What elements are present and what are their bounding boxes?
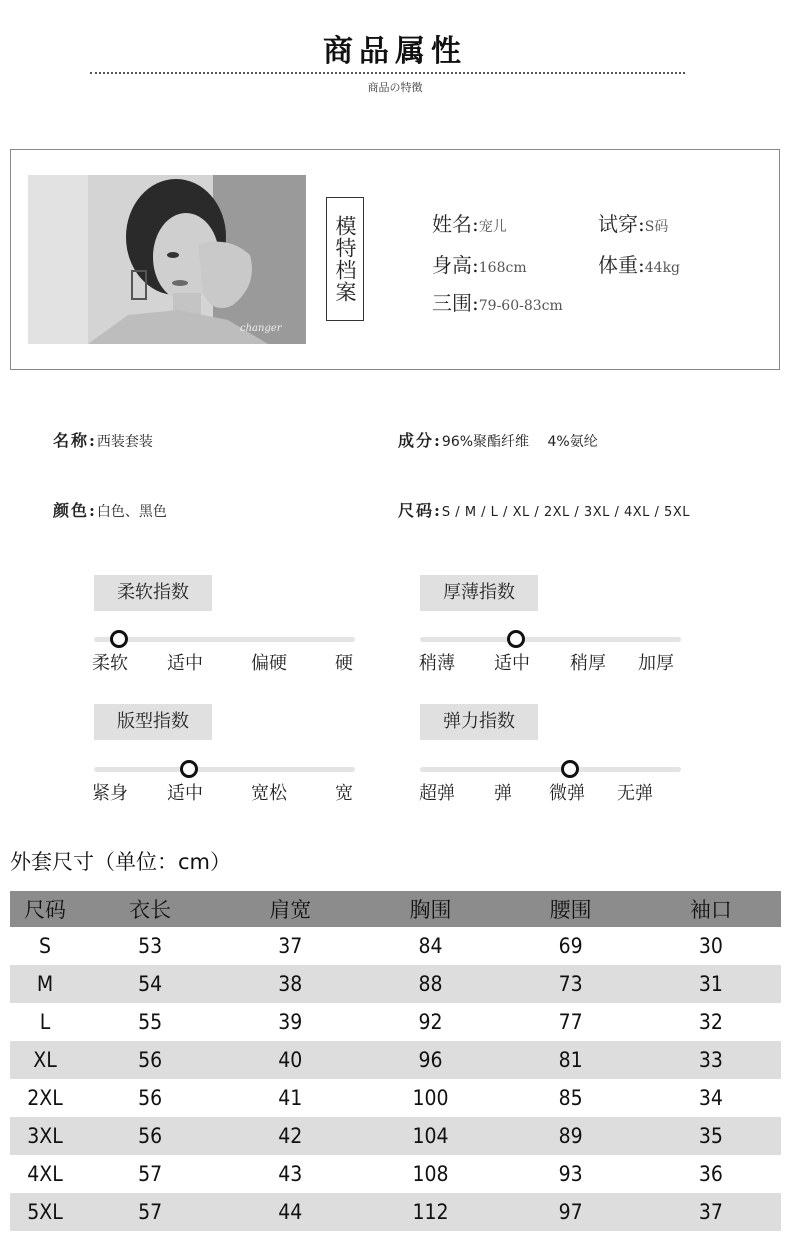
table-row xyxy=(10,927,781,965)
thickness-index-track[interactable] xyxy=(420,637,681,642)
table-row xyxy=(10,1117,781,1155)
elasticity-index-title: 弹力指数 xyxy=(420,704,538,740)
model-height-row xyxy=(432,249,527,278)
softness-index-track[interactable] xyxy=(94,637,355,642)
attr-name xyxy=(53,428,153,451)
table-cell: 73 xyxy=(501,965,641,1003)
model-measurements-key: 三围: xyxy=(432,291,479,315)
model-weight-key: 体重: xyxy=(598,253,645,277)
size-chart-table xyxy=(10,891,781,1231)
model-profile-label-text: 模特档案 xyxy=(333,215,357,303)
fit-tick-2: 宽松 xyxy=(251,783,287,804)
size-chart-header: 胸围 xyxy=(360,891,500,927)
size-chart-header: 袖口 xyxy=(641,891,781,927)
table-cell: 33 xyxy=(641,1041,781,1079)
table-cell: 37 xyxy=(641,1193,781,1231)
table-cell: 30 xyxy=(698,934,723,958)
attr-color-key: 颜色: xyxy=(53,501,97,520)
title-divider xyxy=(90,72,685,74)
table-cell: 56 xyxy=(80,1117,220,1155)
table-row xyxy=(10,1079,781,1117)
table-cell: S xyxy=(39,934,51,958)
page-title: 商品属性 xyxy=(323,34,467,69)
table-row xyxy=(10,1041,781,1079)
table-cell: 92 xyxy=(418,1010,443,1034)
elasticity-index-knob[interactable] xyxy=(561,760,579,778)
fit-index-knob[interactable] xyxy=(180,760,198,778)
fit-tick-0: 紧身 xyxy=(92,783,128,804)
model-size-row xyxy=(598,208,668,237)
table-cell: 32 xyxy=(698,1010,723,1034)
table-cell: 57 xyxy=(80,1193,220,1231)
table-cell: 35 xyxy=(641,1117,781,1155)
model-name-value: 宠儿 xyxy=(478,219,507,235)
table-cell: 4XL xyxy=(27,1162,63,1186)
table-row xyxy=(10,1003,781,1041)
model-size-value: S码 xyxy=(644,219,669,235)
table-cell: 69 xyxy=(558,934,583,958)
table-cell: 39 xyxy=(278,1010,303,1034)
table-cell: 84 xyxy=(418,934,443,958)
table-cell: 57 xyxy=(138,1162,163,1186)
model-weight-row xyxy=(598,249,680,278)
elasticity-tick-2: 微弹 xyxy=(549,783,585,804)
table-cell: 108 xyxy=(412,1162,449,1186)
table-cell: 36 xyxy=(698,1162,723,1186)
fit-index-track[interactable] xyxy=(94,767,355,772)
attr-material-key: 成分: xyxy=(398,431,442,450)
model-photo xyxy=(28,175,306,344)
thickness-tick-1: 适中 xyxy=(494,653,530,674)
table-cell: 40 xyxy=(220,1041,360,1079)
table-row xyxy=(10,1193,781,1231)
table-cell: 96 xyxy=(360,1041,500,1079)
table-cell: 37 xyxy=(278,934,303,958)
attr-name-value: 西装套装 xyxy=(96,434,153,450)
table-cell: 85 xyxy=(558,1086,583,1110)
elasticity-tick-1: 弹 xyxy=(494,783,512,804)
table-cell: 55 xyxy=(138,1010,163,1034)
table-cell: 38 xyxy=(220,965,360,1003)
table-cell: 34 xyxy=(698,1086,723,1110)
softness-tick-1: 适中 xyxy=(167,653,203,674)
table-cell: L xyxy=(39,1010,51,1034)
page-subtitle: 商品の特徴 xyxy=(367,81,423,94)
attr-size-value: S / M / L / XL / 2XL / 3XL / 4XL / 5XL xyxy=(441,505,690,520)
table-cell: 3XL xyxy=(10,1117,80,1155)
size-chart-header: 尺码 xyxy=(10,891,80,927)
thickness-tick-0: 稍薄 xyxy=(419,653,455,674)
table-cell: 88 xyxy=(360,965,500,1003)
elasticity-index-track[interactable] xyxy=(420,767,681,772)
model-weight-value: 44kg xyxy=(644,260,681,276)
table-cell: 77 xyxy=(558,1010,583,1034)
table-cell: 100 xyxy=(412,1086,449,1110)
attr-size-key: 尺码: xyxy=(398,501,442,520)
attr-color-value: 白色、黑色 xyxy=(96,504,167,520)
model-measurements-value: 79-60-83cm xyxy=(478,298,563,314)
softness-index-title: 柔软指数 xyxy=(94,575,212,611)
fit-index-title: 版型指数 xyxy=(94,704,212,740)
thickness-tick-2: 稍厚 xyxy=(570,653,606,674)
fit-tick-3: 宽 xyxy=(335,783,353,804)
attr-material-value: 96%聚酯纤维 4%氨纶 xyxy=(441,434,598,450)
model-name-key: 姓名: xyxy=(432,212,479,236)
table-cell: 112 xyxy=(360,1193,500,1231)
softness-index-knob[interactable] xyxy=(110,630,128,648)
size-chart-header: 衣长 xyxy=(80,891,220,927)
model-height-key: 身高: xyxy=(432,253,479,277)
photo-watermark: changer xyxy=(240,323,282,334)
thickness-index-knob[interactable] xyxy=(507,630,525,648)
model-photo-illustration xyxy=(28,175,306,344)
size-chart-header-row xyxy=(10,891,781,927)
attr-name-key: 名称: xyxy=(53,431,97,450)
table-cell: 93 xyxy=(558,1162,583,1186)
elasticity-tick-3: 无弹 xyxy=(617,783,653,804)
table-cell: 81 xyxy=(501,1041,641,1079)
table-cell: 54 xyxy=(80,965,220,1003)
table-cell: 2XL xyxy=(27,1086,63,1110)
model-measurements-row xyxy=(432,287,563,316)
table-cell: 31 xyxy=(641,965,781,1003)
attr-size xyxy=(398,498,690,521)
table-row xyxy=(10,1155,781,1193)
model-size-key: 试穿: xyxy=(598,212,645,236)
size-chart-header: 腰围 xyxy=(501,891,641,927)
table-row xyxy=(10,965,781,1003)
softness-tick-0: 柔软 xyxy=(92,653,128,674)
size-chart-heading: 外套尺寸（单位：cm） xyxy=(10,850,232,874)
table-cell: 43 xyxy=(278,1162,303,1186)
table-cell: 97 xyxy=(501,1193,641,1231)
size-chart-header: 肩宽 xyxy=(220,891,360,927)
softness-tick-3: 硬 xyxy=(335,653,353,674)
elasticity-tick-0: 超弹 xyxy=(419,783,455,804)
table-cell: 42 xyxy=(220,1117,360,1155)
model-name-row xyxy=(432,208,507,237)
table-cell: 56 xyxy=(80,1041,220,1079)
thickness-index-title: 厚薄指数 xyxy=(420,575,538,611)
table-cell: XL xyxy=(10,1041,80,1079)
table-cell: 5XL xyxy=(10,1193,80,1231)
table-cell: M xyxy=(10,965,80,1003)
softness-tick-2: 偏硬 xyxy=(251,653,287,674)
attr-material xyxy=(398,428,598,451)
table-cell: 44 xyxy=(220,1193,360,1231)
table-cell: 41 xyxy=(278,1086,303,1110)
table-cell: 53 xyxy=(138,934,163,958)
model-profile-label xyxy=(326,197,364,321)
table-cell: 89 xyxy=(501,1117,641,1155)
table-cell: 104 xyxy=(360,1117,500,1155)
fit-tick-1: 适中 xyxy=(167,783,203,804)
table-cell: 56 xyxy=(138,1086,163,1110)
attr-color xyxy=(53,498,167,521)
model-height-value: 168cm xyxy=(478,260,527,276)
thickness-tick-3: 加厚 xyxy=(638,653,674,674)
